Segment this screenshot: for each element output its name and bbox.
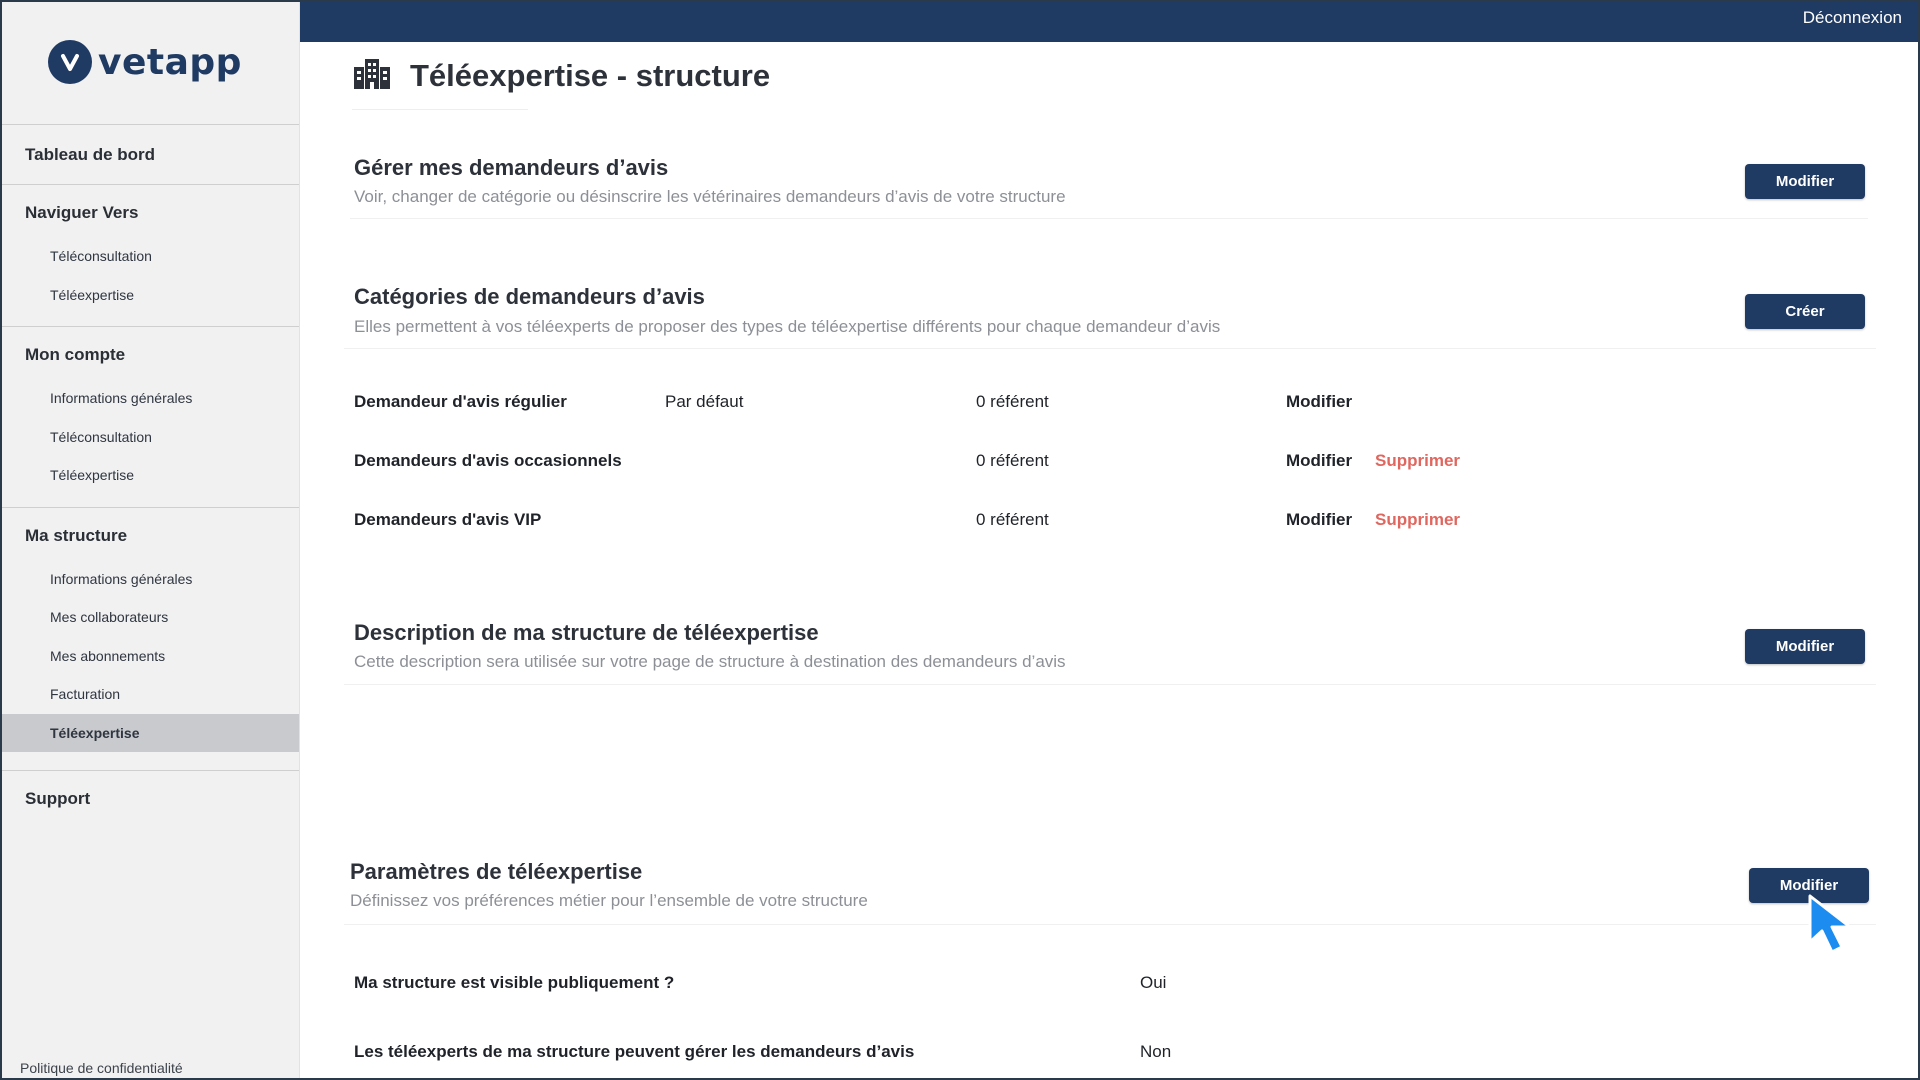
logo[interactable] [0, 0, 299, 125]
nav-section-title: Naviguer Vers [25, 203, 139, 222]
nav-section-title: Ma structure [25, 525, 128, 545]
top-bar [300, 0, 1920, 42]
title-divider [352, 109, 528, 110]
page-title-text: Téléexpertise - structure [410, 58, 771, 93]
referent-count: 0 référent [976, 451, 1049, 470]
setting-value: Non [1140, 1042, 1172, 1061]
section-divider [344, 348, 1876, 349]
sidebar-item-support[interactable]: Support [25, 789, 91, 808]
delete-category-link[interactable]: Supprimer [1375, 510, 1461, 529]
sidebar-item-dashboard[interactable]: Tableau de bord [25, 144, 156, 164]
nav-section-title: Mon compte [25, 345, 126, 364]
description-subtitle: Cette description sera utilisée sur votre page de structure à destination des demandeurs d’avis [354, 652, 1066, 671]
categories-subtitle: Elles permettent à vos téléexperts de proposer des types de téléexpertise différents pour chaque demandeur d’avis [354, 317, 1221, 336]
settings-title: Paramètres de téléexpertise [350, 859, 643, 884]
sidebar [0, 0, 300, 1080]
delete-category-link[interactable]: Supprimer [1375, 451, 1461, 470]
create-category-button[interactable]: Créer [1745, 294, 1865, 329]
setting-value: Oui [1140, 973, 1167, 992]
description-title: Description de ma structure de téléexpertise [354, 620, 819, 645]
nav-section-structure [0, 508, 299, 772]
sidebar-item-billing[interactable]: Facturation [50, 686, 121, 702]
nav-dashboard-section [0, 125, 299, 185]
categories-title: Catégories de demandeurs d’avis [354, 284, 705, 309]
referent-count: 0 référent [976, 510, 1049, 529]
logo-check-icon [48, 40, 92, 84]
category-name: Demandeurs d'avis VIP [354, 510, 542, 529]
default-tag: Par défaut [665, 392, 744, 411]
sidebar-item-account-teleexpertise[interactable]: Téléexpertise [50, 467, 135, 483]
privacy-policy-link[interactable]: Politique de confidentialité [20, 1060, 183, 1076]
sidebar-item-collaborators[interactable]: Mes collaborateurs [50, 609, 169, 625]
mouse-pointer-icon [1806, 892, 1858, 963]
referent-count: 0 référent [976, 392, 1049, 411]
sidebar-item-teleconsultation[interactable]: Téléconsultation [50, 248, 152, 264]
logout-link[interactable]: Déconnexion [1802, 8, 1902, 27]
edit-category-link[interactable]: Modifier [1286, 510, 1353, 529]
page-title [354, 58, 770, 94]
section-divider [344, 684, 1876, 685]
sidebar-item-subscriptions[interactable]: Mes abonnements [50, 647, 166, 664]
sidebar-item-account-general-info[interactable]: Informations générales [50, 390, 193, 406]
nav-section-navigate [0, 185, 299, 327]
building-icon [354, 59, 390, 94]
edit-category-link[interactable]: Modifier [1286, 392, 1353, 411]
nav-support-section [0, 771, 299, 827]
edit-category-link[interactable]: Modifier [1286, 451, 1353, 470]
category-name: Demandeur d'avis régulier [354, 392, 567, 411]
sidebar-item-structure-teleexpertise[interactable]: Téléexpertise [0, 714, 299, 753]
requesters-title: Gérer mes demandeurs d’avis [354, 155, 669, 180]
nav-section-account [0, 327, 299, 508]
setting-label: Ma structure est visible publiquement ? [354, 973, 675, 992]
section-divider [350, 218, 1868, 219]
settings-subtitle: Définissez vos préférences métier pour l’ensemble de votre structure [350, 891, 868, 910]
category-name: Demandeurs d'avis occasionnels [354, 451, 622, 470]
edit-requesters-button[interactable]: Modifier [1745, 164, 1865, 199]
edit-description-button[interactable]: Modifier [1745, 629, 1865, 664]
sidebar-item-account-teleconsultation[interactable]: Téléconsultation [50, 428, 152, 445]
logo-text: vetapp [98, 41, 242, 83]
section-divider [344, 924, 1876, 925]
sidebar-item-teleexpertise[interactable]: Téléexpertise [50, 286, 135, 303]
sidebar-item-structure-general-info[interactable]: Informations générales [50, 570, 193, 587]
edit-settings-button[interactable]: Modifier [1749, 868, 1869, 903]
requesters-subtitle: Voir, changer de catégorie ou désinscrire les vétérinaires demandeurs d’avis de votre structure [354, 187, 1066, 206]
setting-label: Les téléexperts de ma structure peuvent gérer les demandeurs d’avis [354, 1042, 915, 1061]
